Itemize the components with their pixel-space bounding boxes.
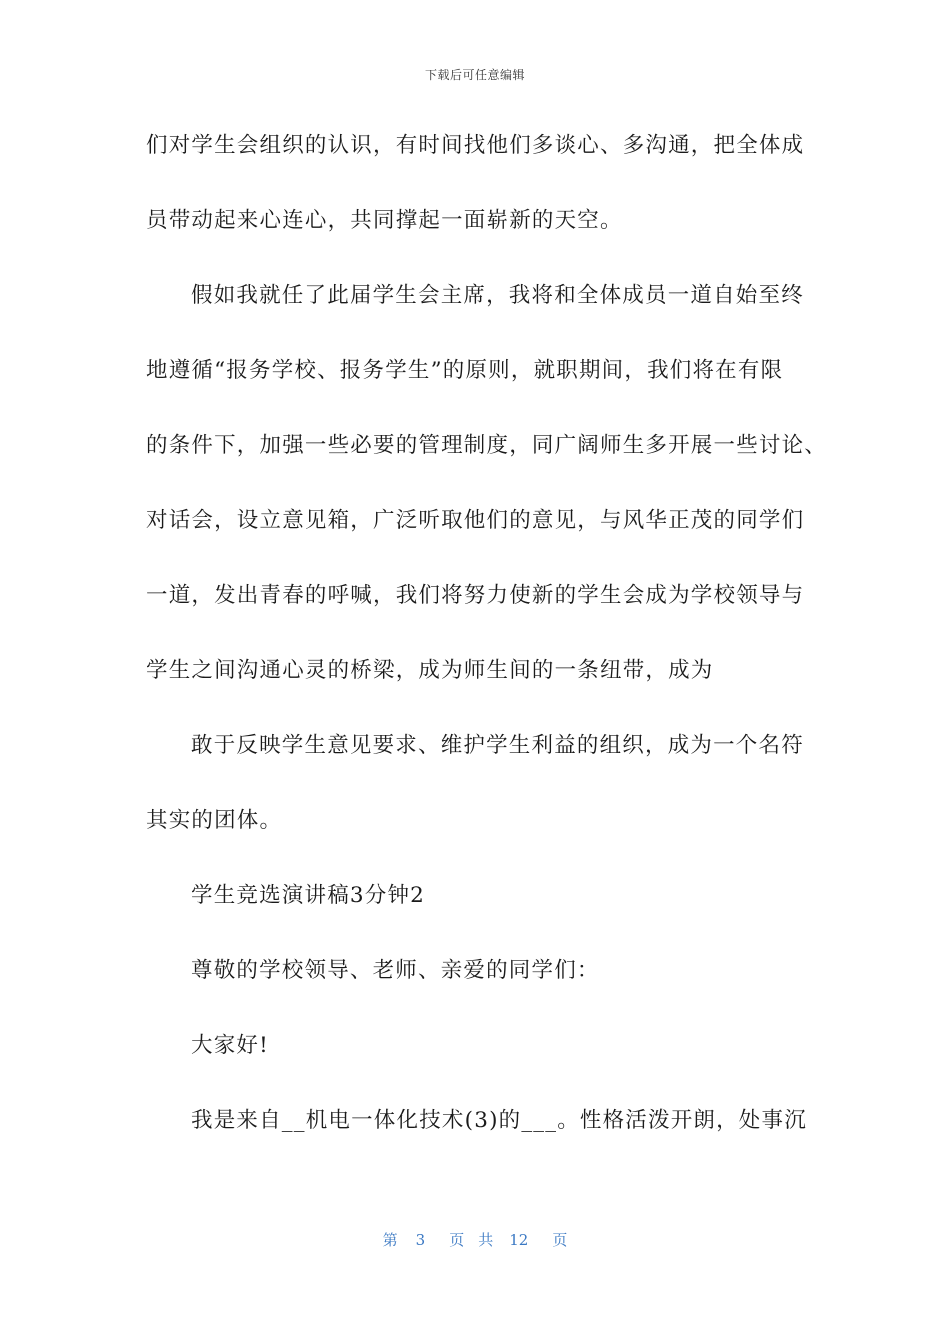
- footer-total-label: 共: [478, 1231, 494, 1249]
- paragraph-start: 敢于反映学生意见要求、维护学生利益的组织，成为一个名符: [191, 733, 804, 758]
- body-line: 地遵循“报务学校、报务学生”的原则，就职期间，我们将在有限: [146, 358, 784, 383]
- body-line: 一道，发出青春的呼喊，我们将努力使新的学生会成为学校领导与: [146, 583, 805, 608]
- paragraph-start: 我是来自__机电一体化技术(3)的___。性格活泼开朗，处事沉: [191, 1108, 807, 1133]
- body-line: 学生之间沟通心灵的桥梁，成为师生间的一条纽带，成为: [146, 658, 714, 683]
- body-line: 员带动起来心连心，共同撑起一面崭新的天空。: [146, 208, 623, 233]
- footer-prefix: 第: [382, 1231, 398, 1249]
- body-line: 其实的团体。: [146, 808, 283, 833]
- body-line: 对话会，设立意见箱，广泛听取他们的意见，与风华正茂的同学们: [146, 508, 805, 533]
- footer-total-pages: 12: [509, 1231, 529, 1249]
- body-line: 的条件下，加强一些必要的管理制度，同广阔师生多开展一些讨论、: [146, 433, 828, 458]
- paragraph-start: 假如我就任了此届学生会主席，我将和全体成员一道自始至终: [191, 283, 804, 308]
- salutation: 尊敬的学校领导、老师、亲爱的同学们：: [191, 958, 600, 983]
- body-line: 们对学生会组织的认识，有时间找他们多谈心、多沟通，把全体成: [146, 133, 805, 158]
- footer-current-page: 3: [415, 1231, 426, 1249]
- page-footer: [0, 1229, 950, 1250]
- section-title: 学生竞选演讲稿3分钟2: [191, 883, 426, 908]
- footer-mid: 页: [449, 1231, 465, 1249]
- page-header: 下载后可任意编辑: [424, 68, 525, 82]
- footer-suffix: 页: [552, 1231, 568, 1249]
- greeting: 大家好!: [191, 1033, 269, 1058]
